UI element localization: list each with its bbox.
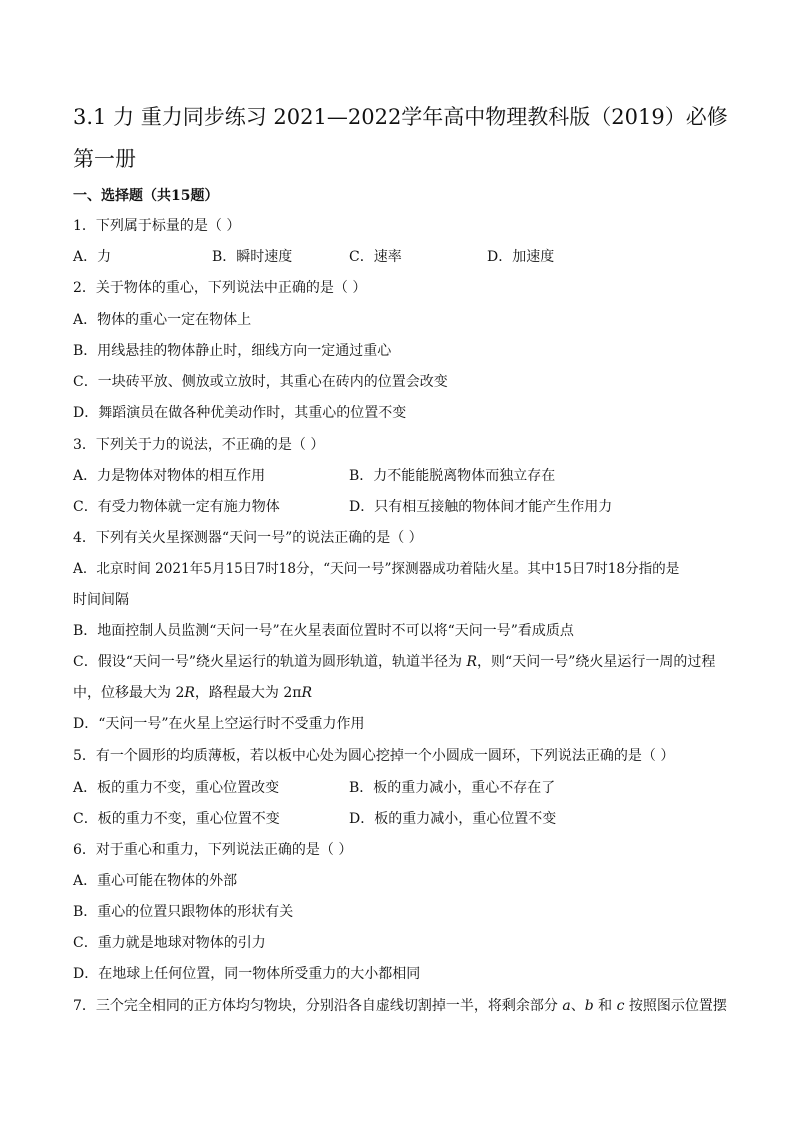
question-3-stem: 3．下列关于力的说法，不正确的是（ ） (73, 437, 325, 453)
q7-var-c: c (616, 998, 625, 1014)
question-1-stem: 1．下列属于标量的是（ ） (73, 218, 241, 234)
q6-option-c: C．重力就是地球对物体的引力 (73, 935, 266, 951)
q1-option-a: A．力 (73, 249, 112, 265)
q2-option-b: B．用线悬挂的物体静止时，细线方向一定通过重心 (73, 343, 392, 359)
q4-option-a-line-2: 时间间隔 (73, 592, 129, 608)
q4-option-c-line-1 (73, 652, 715, 672)
q7-sep-2: 和 (593, 998, 617, 1014)
q1-option-b: B．瞬时速度 (212, 249, 293, 265)
question-4-stem: 4．下列有关火星探测器“天问一号”的说法正确的是（ ） (73, 530, 423, 546)
q4-c2-var-r: R (184, 685, 195, 701)
q5-option-a: A．板的重力不变，重心位置改变 (73, 780, 280, 796)
question-2-stem: 2．关于物体的重心，下列说法中正确的是（ ） (73, 280, 367, 296)
q4-option-d: D．“天问一号”在火星上空运行时不受重力作用 (73, 716, 365, 732)
q3-option-d: D．只有相互接触的物体间才能产生作用力 (349, 499, 613, 515)
q1-option-c: C．速率 (349, 249, 402, 265)
question-6-stem: 6．对于重心和重力，下列说法正确的是（ ） (73, 842, 353, 858)
q4-c2-text-mid: ，路程最大为 2π (194, 685, 302, 701)
title-line-2: 第一册 (73, 147, 136, 171)
q6-option-a: A．重心可能在物体的外部 (73, 873, 238, 889)
q4-c2-text: 中，位移最大为 2 (73, 685, 185, 701)
q5-option-d: D．板的重力减小，重心位置不变 (349, 811, 557, 827)
q4-c1-var-r: R (466, 654, 478, 670)
q4-c1-text-post: ，则“天问一号”绕火星运行一周的过程 (477, 654, 716, 670)
document-title (73, 96, 733, 180)
q3-option-a: A．力是物体对物体的相互作用 (73, 468, 266, 484)
q1-option-d: D．加速度 (487, 249, 555, 265)
section-heading: 一、选择题（共15题） (73, 188, 219, 204)
q6-option-b: B．重心的位置只跟物体的形状有关 (73, 904, 294, 920)
q4-option-b: B．地面控制人员监测“天问一号”在火星表面位置时不可以将“天问一号”看成质点 (73, 623, 574, 639)
q5-option-b: B．板的重力减小，重心不存在了 (349, 780, 556, 796)
q3-option-b: B．力不能能脱离物体而独立存在 (349, 468, 556, 484)
q7-var-a: a (562, 998, 571, 1014)
question-7-stem (73, 996, 727, 1016)
question-5-stem: 5．有一个圆形的均质薄板，若以板中心处为圆心挖掉一个小圆成一圆环，下列说法正确的是（ ） (73, 748, 675, 764)
q4-option-a-line-1: A．北京时间 2021年5月15日7时18分，“天问一号”探测器成功着陆火星。其中15日7时18分指的是 (73, 561, 680, 577)
q2-option-a: A．物体的重心一定在物体上 (73, 312, 252, 328)
q2-option-c: C．一块砖平放、侧放或立放时，其重心在砖内的位置会改变 (73, 374, 448, 390)
q4-option-c-line-2 (73, 683, 312, 703)
q4-c1-text: C．假设“天问一号”绕火星运行的轨道为圆形轨道，轨道半径为 (73, 654, 467, 670)
q4-c2-var-r2: R (301, 685, 313, 701)
q7-text-pre: 7．三个完全相同的正方体均匀物块，分别沿各自虚线切割掉一半，将剩余部分 (73, 998, 563, 1014)
q7-sep-1: 、 (570, 998, 585, 1014)
q3-option-c: C．有受力物体就一定有施力物体 (73, 499, 280, 515)
q2-option-d: D．舞蹈演员在做各种优美动作时，其重心的位置不变 (73, 405, 407, 421)
q7-var-b: b (584, 998, 594, 1014)
q6-option-d: D．在地球上任何位置，同一物体所受重力的大小都相同 (73, 966, 421, 982)
q7-text-post: 按照图示位置摆 (624, 998, 727, 1014)
q5-option-c: C．板的重力不变，重心位置不变 (73, 811, 280, 827)
title-line-1: 3.1 力 重力同步练习 2021—2022学年高中物理教科版（2019）必修 (73, 105, 728, 129)
